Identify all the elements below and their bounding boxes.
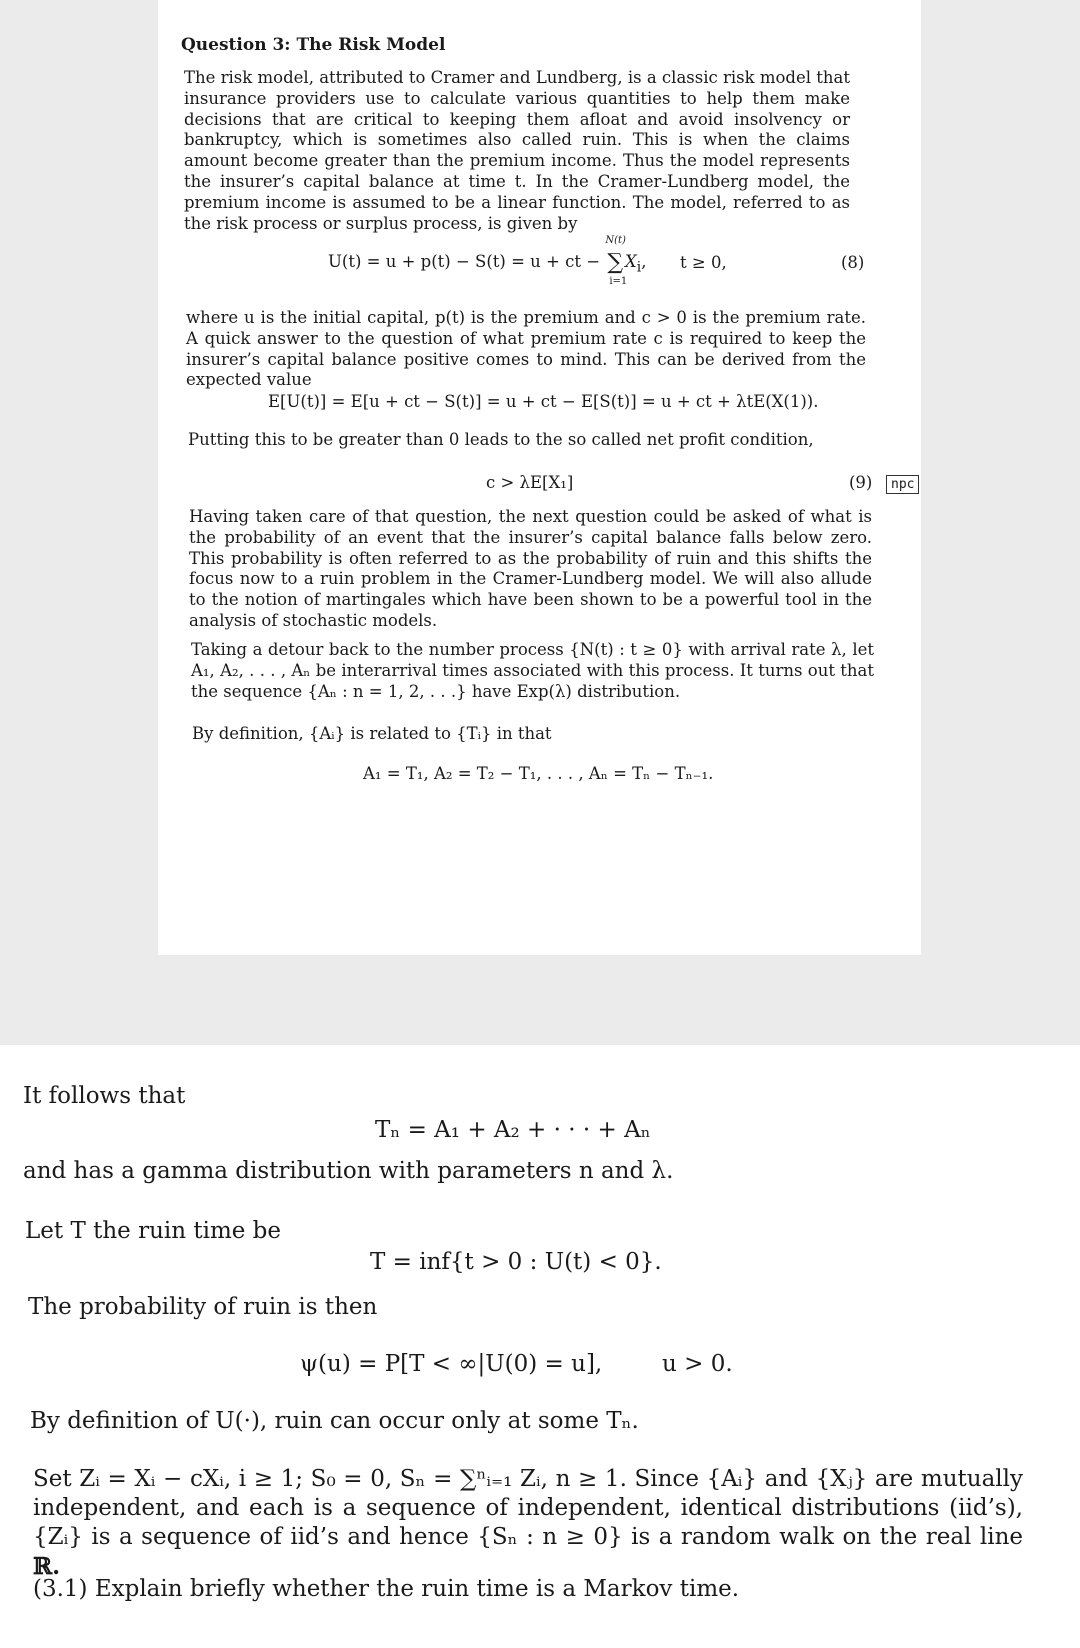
- equation-interarrival: A₁ = T₁, A₂ = T₂ − T₁, . . . , Aₙ = Tₙ − Tₙ₋₁.: [363, 764, 714, 783]
- npc-stamp: npc: [886, 475, 919, 494]
- equation-ruin-time: T = inf{t > 0 : U(t) < 0}.: [370, 1249, 662, 1275]
- equation-number-8: (8): [841, 253, 865, 272]
- textbook-page-bottom: [0, 1045, 1080, 1648]
- summation: ∑ N(t) i=1: [605, 235, 628, 287]
- detour-paragraph: Taking a detour back to the number process {N(t) : t ≥ 0} with arrival rate λ, let A₁, A₂, . . . , Aₙ be interarrival times associated with this process. It turns out that the sequence {Aₙ : n = 1, 2, . . .} have Exp(λ) distribution.: [191, 640, 874, 701]
- bydef-paragraph: By definition, {Aᵢ} is related to {Tᵢ} in that: [192, 724, 552, 743]
- bydef-u-text: By definition of U(·), ruin can occur only at some Tₙ.: [30, 1408, 639, 1434]
- let-t-text: Let T the ruin time be: [25, 1218, 282, 1244]
- equation-net-profit: c > λE[X₁]: [486, 473, 574, 492]
- set-z-text: Set Zᵢ = Xᵢ − cXᵢ, i ≥ 1; S₀ = 0, Sₙ = ∑ⁿᵢ₌₁ Zᵢ, n ≥ 1. Since {Aᵢ} and {Xⱼ} are mutually independent, and each is a sequence of independent, identical distributions (iid’s), {Zᵢ} is a sequence of iid’s and hence {Sₙ : n ≥ 0} is a random walk on the real line: [33, 1466, 1023, 1550]
- equation-expected-value: E[U(t)] = E[u + ct − S(t)] = u + ct − E[S(t)] = u + ct + λtE(X(1)).: [268, 392, 819, 411]
- equation-lhs: U(t) = u + p(t) − S(t) = u + ct −: [328, 252, 601, 271]
- having-paragraph: Having taken care of that question, the next question could be asked of what is the probability of an event that the insurer’s capital balance falls below zero. This probability is often referred to as the probability of ruin and this shifts the focus now to a ruin problem in the Cramer-Lundberg model. We will also allude to the notion of martingales which have been shown to be a powerful tool in the analysis of stochastic models.: [189, 507, 872, 630]
- set-z-paragraph: [33, 1465, 1023, 1582]
- intro-paragraph: The risk model, attributed to Cramer and Lundberg, is a classic risk model that insurance providers use to calculate various quantities to help them make decisions that are critical to keeping them afloat and avoid insolvency or bankruptcy, which is sometimes also called ruin. This is when the claims amount become greater than the premium income. Thus the model represents the insurer’s capital balance at time t. In the Cramer-Lundberg model, the premium income is assumed to be a linear function. The model, referred to as the risk process or surplus process, is given by: [184, 68, 851, 233]
- sum-upper-limit: N(t): [605, 235, 626, 246]
- equation-condition: t ≥ 0,: [680, 253, 727, 272]
- equation-psi-condition: u > 0.: [662, 1351, 733, 1377]
- summand: X: [625, 252, 637, 271]
- gamma-text: and has a gamma distribution with parameters n and λ.: [23, 1158, 674, 1184]
- textbook-page-top: [158, 0, 921, 955]
- real-line-symbol: ℝ.: [33, 1553, 61, 1580]
- prob-ruin-text: The probability of ruin is then: [28, 1294, 378, 1320]
- follows-text: It follows that: [23, 1083, 186, 1109]
- question-title: Question 3: The Risk Model: [181, 35, 446, 55]
- where-paragraph: where u is the initial capital, p(t) is the premium and c > 0 is the premium rate. A quick answer to the question of what premium rate c is required to keep the insurer’s capital balance positive comes to mind. This can be derived from the expected value: [186, 308, 866, 390]
- question-3-1: (3.1) Explain briefly whether the ruin time is a Markov time.: [33, 1576, 740, 1602]
- equation-tn-sum: Tₙ = A₁ + A₂ + · · · + Aₙ: [375, 1117, 651, 1143]
- sum-lower-limit: i=1: [609, 276, 628, 287]
- putting-paragraph: Putting this to be greater than 0 leads to the so called net profit condition,: [188, 430, 814, 449]
- summand-subscript: i: [636, 259, 642, 276]
- equation-risk-process: U(t) = u + p(t) − S(t) = u + ct − ∑ N(t) i=1 $X_i$,: [328, 235, 647, 287]
- equation-number-9: (9): [849, 473, 873, 492]
- equation-psi: ψ(u) = P[T < ∞|U(0) = u],: [300, 1351, 603, 1377]
